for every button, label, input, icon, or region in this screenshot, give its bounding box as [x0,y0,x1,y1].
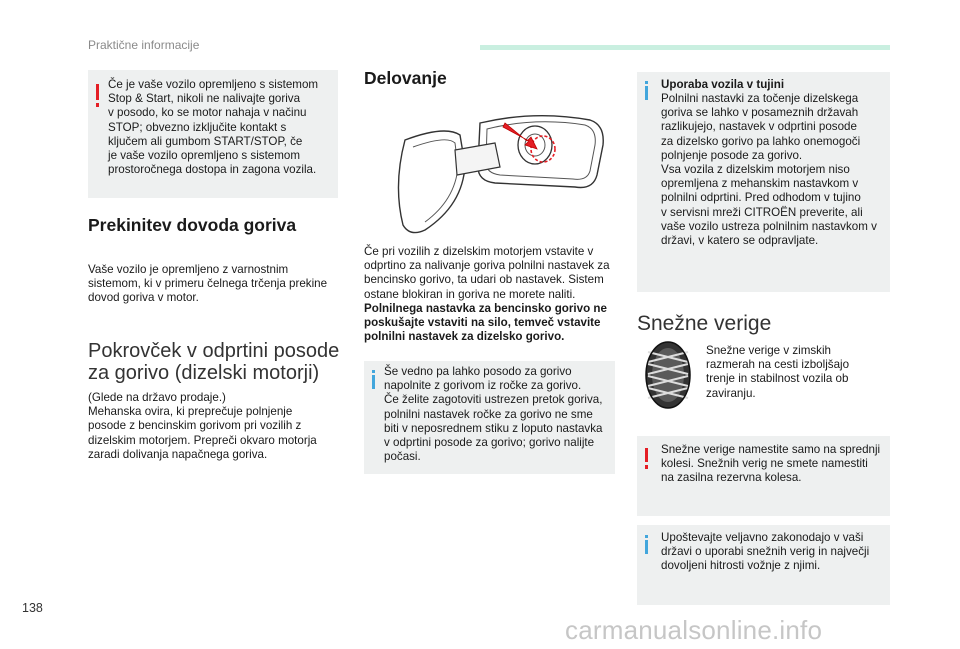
snow-chain-icon [640,340,696,410]
heading-snow-chains: Snežne verige [637,312,772,335]
warning-icon-dot [645,465,648,469]
stop-start-warning-text: Če je vaše vozilo opremljeno s sistemom Stop & Start, nikoli ne nalivajte goriva v posodo, ko se motor nahaja v načinu STOP; obvezno izključite kontakt s ključem ali gumbom START/STOP, če je vaše vozilo opremljeno s sistemom prostoročnega dostopa in zagona vozila. [108,78,319,177]
heading-fuel-cut: Prekinitev dovoda goriva [88,215,297,235]
info-icon-dot [645,81,648,84]
info-icon [645,86,648,100]
canister-info-box [364,361,615,474]
abroad-info-title: Uporaba vozila v tujini [661,78,785,91]
header-accent-bar [480,45,890,50]
abroad-info-box [637,72,890,292]
fuel-filler-drawing [385,105,610,240]
warning-icon [96,84,99,100]
canister-info-text: Še vedno pa lahko posodo za gorivo napolnite z gorivom iz ročke za gorivo. Če želite zagotoviti ustrezen pretok goriva, polnilni nastavek ročke za gorivo ne sme biti v neposrednem stiku z loputo nastavka v odprtini posode za gorivo; gorivo nalijte počasi. [384,365,603,464]
info-icon-dot [372,370,375,373]
snow-chains-law-info-box [637,525,890,605]
fuel-cap-text: (Glede na državo prodaje.) Mehanska ovira, ki preprečuje polnjenje posode z bencinskim gorivom pri vozilih z dizelskim motorjem. Prepreči okvaro motorja zaradi dolivanja napačnega goriva. [88,391,317,461]
snow-chains-law-text: Upoštevajte veljavno zakonodajo v vaši državi o uporabi snežnih verig in največji dovoljeni hitrosti vožnje z njimi. [661,531,870,573]
abroad-info-text: Polnilni nastavki za točenje dizelskega goriva se lahko v posameznih državah razlikujejo, nastavek v odprtini posode za dizelsko gorivo pa lahko onemogoči polnjenje posode za gorivo. Vsa vozila z dizelskim motorjem niso opremljena z mehanskim nastavkom v polnilni odprtini. Pred odhodom v tujino v servisni mreži CITROËN preverite, ali vaše vozilo ustreza polnilnim nastavkom v državi, v katero se odpravljate. [661,92,877,248]
heading-fuel-cap: Pokrovček v odprtini posode za gorivo (dizelski motorji) [88,340,340,384]
heading-operation: Delovanje [364,68,447,88]
snow-chains-text: Snežne verige v zimskih razmerah na cesti izboljšajo trenje in stabilnost vozila ob zaviranju. [706,344,850,400]
info-icon [372,375,375,389]
info-icon-dot [645,535,648,538]
info-icon [645,540,648,554]
warning-icon-dot [96,103,99,107]
snow-chains-warning-box [637,436,890,516]
snow-chain-illustration [640,340,696,410]
operation-text-bold: Polnilnega nastavka za bencinsko gorivo ne poskušajte vstaviti na silo, temveč vstavite polnilni nastavek za dizelsko gorivo. [364,302,607,344]
warning-icon [645,448,648,462]
watermark: carmanualsonline.info [565,615,823,645]
fuel-cut-text: Vaše vozilo je opremljeno z varnostnim sistemom, ki v primeru čelnega trčenja prekine dovod goriva v motor. [88,263,328,305]
fuel-filler-illustration [385,105,610,240]
snow-chains-warning-text: Snežne verige namestite samo na sprednji kolesi. Snežnih verig ne smete namestiti na zasilna rezervna kolesa. [661,443,881,485]
stop-start-warning-box [88,70,338,198]
chapter-title: Praktične informacije [88,38,200,52]
page-number: 138 [22,601,43,615]
operation-text: Če pri vozilih z dizelskim motorjem vstavite v odprtino za nalivanje goriva polnilni nastavek za bencinsko gorivo, ta udari ob nastavek. Sistem ostane blokiran in goriva ne morete naliti. [364,245,610,301]
